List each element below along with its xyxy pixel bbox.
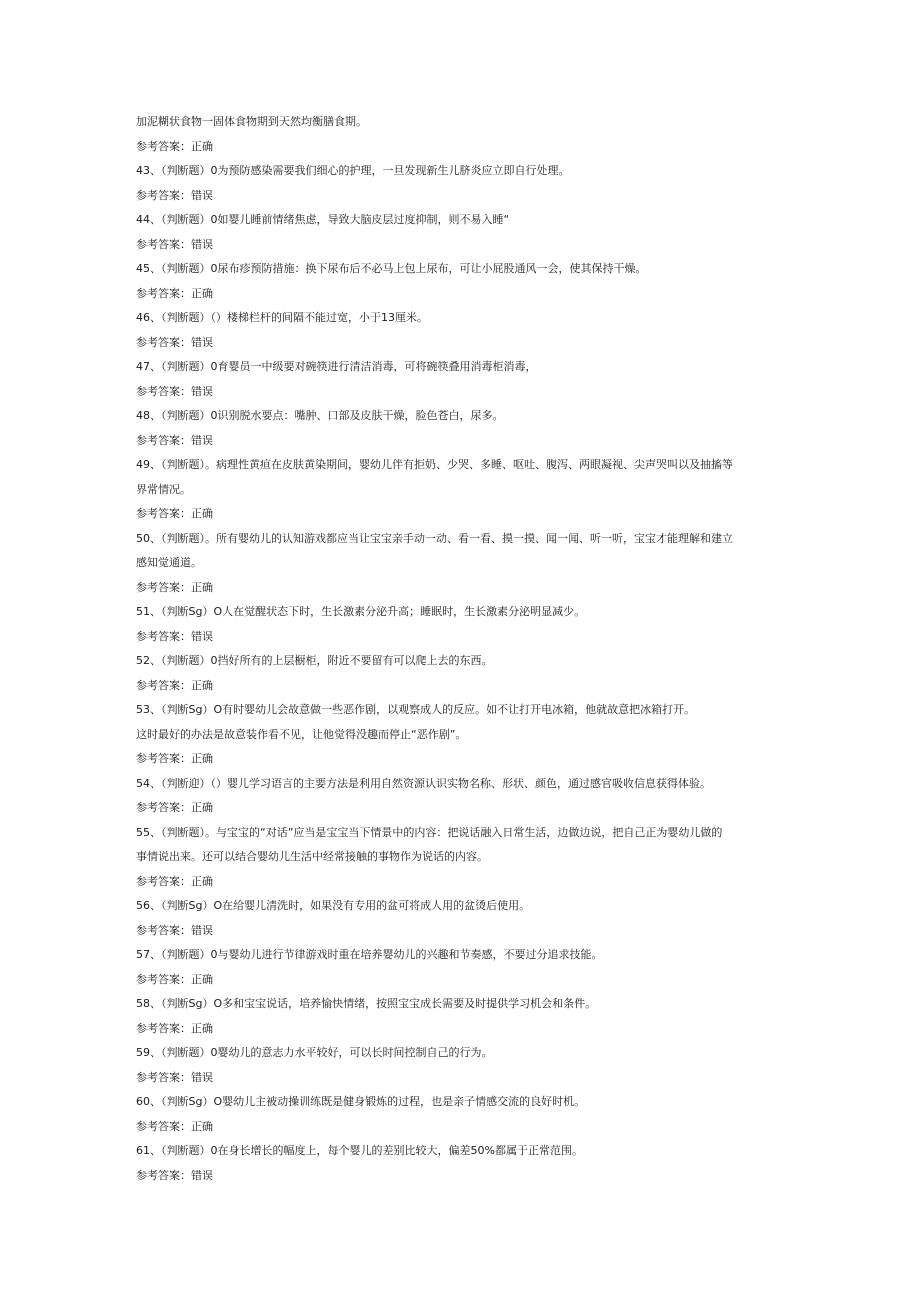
question-item bbox=[136, 355, 784, 404]
question-text-line: 57、（判断题）0与婴幼儿进行节律游戏时重在培养婴幼儿的兴趣和节奏感，不要过分追求技能。 bbox=[136, 948, 603, 961]
answer-line: 参考答案：错误 bbox=[136, 384, 213, 398]
question-text-line: 界常情况。 bbox=[136, 482, 191, 496]
question-item bbox=[136, 943, 784, 992]
question-text-line: 54、（判断迎）（）婴儿学习语言的主要方法是利用自然资源认识实物名称、形状、颜色，通过感官吸收信息获得体验。 bbox=[136, 776, 711, 790]
question-text-line: 59、（判断题）0婴幼儿的意志力水平较好，可以长时间控制自己的行为。 bbox=[136, 1046, 493, 1059]
answer-line: 参考答案：正确 bbox=[136, 874, 213, 888]
question-text-line: 50、（判断题）。所有婴幼儿的认知游戏都应当让宝宝亲手动一动、看一看、摸一摸、闻一闻、听一听，宝宝才能理解和建立 bbox=[136, 531, 733, 545]
question-item bbox=[136, 649, 784, 698]
question-item bbox=[136, 600, 784, 649]
question-text-line: 49、（判断题）。病理性黄疸在皮肤黄染期间，婴幼儿伴有拒奶、少哭、多睡、呕吐、腹泻、两眼凝视、尖声哭叫以及抽搐等 bbox=[136, 458, 733, 471]
question-text-line: 感知觉通道。 bbox=[136, 556, 202, 569]
question-item bbox=[136, 1090, 784, 1139]
question-text-line: 60、（判断Sg）O婴幼儿主被动操训练既是健身锻炼的过程，也是亲子情感交流的良好时机。 bbox=[136, 1095, 586, 1108]
question-item bbox=[136, 159, 784, 208]
question-item bbox=[136, 404, 784, 453]
answer-line: 参考答案：正确 bbox=[136, 678, 213, 692]
question-text-line: 51、（判断Sg）O人在觉醒状态下时，生长激素分泌升高；睡眠时，生长激素分泌明显减少。 bbox=[136, 605, 586, 618]
question-text-line: 46、（判断题）（）楼梯栏杆的间隔不能过宽，小于13厘米。 bbox=[136, 311, 428, 324]
answer-line: 参考答案：正确 bbox=[136, 752, 213, 765]
question-text-line: 55、（判断题）。与宝宝的“对话”应当是宝宝当下情景中的内容：把说话融入日常生活，边做边说，把自己正为婴幼儿做的 bbox=[136, 825, 723, 839]
question-text-line: 这时最好的办法是故意装作看不见，让他觉得没趣而停止“恶作剧”。 bbox=[136, 727, 467, 741]
answer-line: 参考答案：错误 bbox=[136, 433, 213, 447]
answer-line: 参考答案：错误 bbox=[136, 335, 213, 349]
question-text-line: 56、（判断Sg）O在给婴儿清洗时，如果没有专用的盆可将成人用的盆烫后使用。 bbox=[136, 899, 531, 912]
answer-line: 参考答案：正确 bbox=[136, 1119, 213, 1133]
question-item bbox=[136, 306, 784, 355]
question-item bbox=[136, 453, 784, 527]
document-content bbox=[136, 110, 784, 1188]
question-text-line: 52、（判断题）0挡好所有的上层橱柜，附近不要留有可以爬上去的东西。 bbox=[136, 654, 493, 667]
question-text-line: 44、（判断题）0如婴儿睡前情绪焦虑，导致大脑皮层过度抑制，则不易入睡“ bbox=[136, 213, 510, 226]
answer-line: 参考答案：正确 bbox=[136, 1021, 213, 1035]
question-item bbox=[136, 894, 784, 943]
question-item bbox=[136, 821, 784, 895]
answer-line: 参考答案：错误 bbox=[136, 237, 213, 251]
answer-line: 参考答案：正确 bbox=[136, 286, 213, 300]
question-item bbox=[136, 1041, 784, 1090]
question-text-line: 43、（判断题）0为预防感染需要我们细心的护理，一旦发现新生儿脐炎应立即自行处理。 bbox=[136, 164, 570, 177]
answer-line: 参考答案：正确 bbox=[136, 507, 213, 520]
answer-line: 参考答案：正确 bbox=[136, 801, 213, 814]
question-item bbox=[136, 527, 784, 601]
answer-line: 参考答案：错误 bbox=[136, 923, 213, 937]
answer-line: 参考答案：正确 bbox=[136, 580, 213, 594]
question-text-line: 45、（判断题）0尿布疹预防措施：换下尿布后不必马上包上尿布，可让小屁股通风一会，使其保持干燥。 bbox=[136, 262, 647, 275]
answer-line: 参考答案：正确 bbox=[136, 972, 213, 986]
answer-line: 参考答案：错误 bbox=[136, 1070, 213, 1084]
question-item bbox=[136, 257, 784, 306]
question-item bbox=[136, 992, 784, 1041]
question-text-line: 61、（判断题）0在身长增长的幅度上，每个婴儿的差别比较大，偏差50%都属于正常范围。 bbox=[136, 1144, 583, 1157]
question-text-line: 53、（判断Sg）O有时婴幼儿会故意做一些恶作剧，以观察成人的反应。如不让打开电冰箱，他就故意把冰箱打开。 bbox=[136, 703, 696, 716]
question-item bbox=[136, 1139, 784, 1188]
question-list bbox=[136, 159, 784, 1188]
question-item bbox=[136, 698, 784, 772]
intro-line: 加泥糊状食物一固体食物期到天然均衡膳食期。 bbox=[136, 115, 367, 128]
question-text-line: 48、（判断题）0识别脱水要点：嘴肿、口部及皮肤干燥，脸色苍白，尿多。 bbox=[136, 409, 504, 422]
intro-answer: 参考答案：正确 bbox=[136, 139, 213, 153]
answer-line: 参考答案：错误 bbox=[136, 1168, 213, 1182]
question-text-line: 事情说出来。还可以结合婴幼儿生活中经常接触的事物作为说话的内容。 bbox=[136, 850, 488, 863]
answer-line: 参考答案：错误 bbox=[136, 629, 213, 643]
question-text-line: 58、（判断Sg）O多和宝宝说话，培养愉快情绪，按照宝宝成长需要及时提供学习机会和条件。 bbox=[136, 997, 597, 1010]
question-item bbox=[136, 772, 784, 821]
answer-line: 参考答案：错误 bbox=[136, 188, 213, 202]
question-item bbox=[136, 208, 784, 257]
question-text-line: 47、（判断题）0育婴员一中级要对碗筷进行清洁消毒，可将碗筷叠用消毒柜消毒， bbox=[136, 360, 537, 373]
